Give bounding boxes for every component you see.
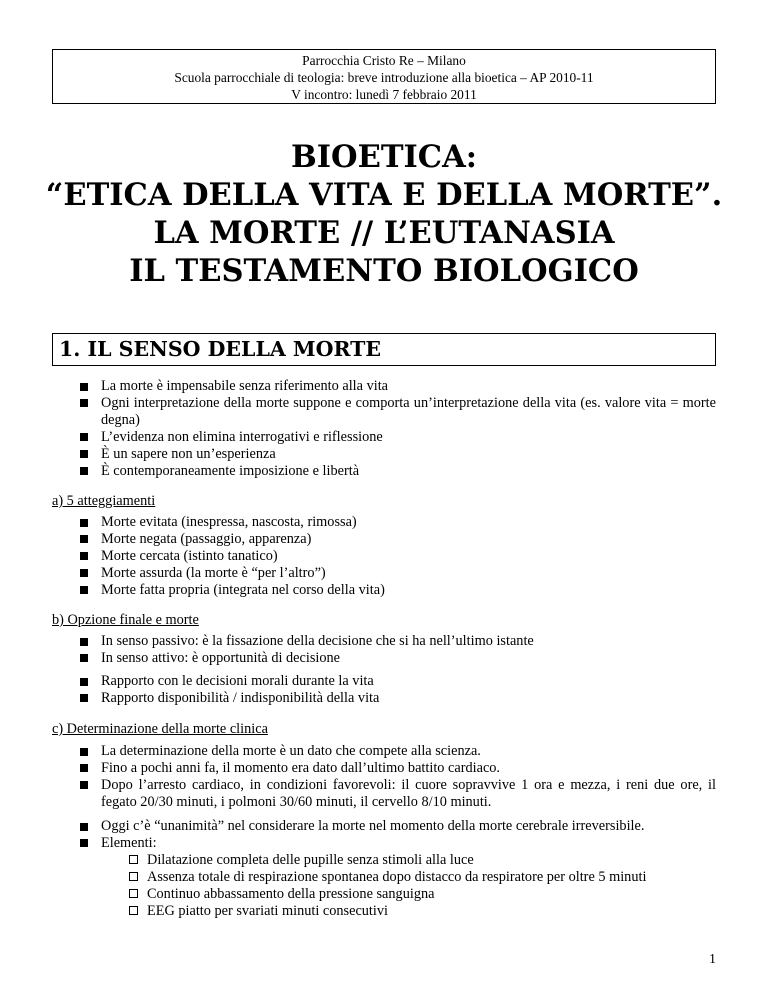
list-item: È un sapere non un’esperienza: [0, 446, 768, 463]
list-item: Morte negata (passaggio, apparenza): [0, 531, 768, 548]
header-line-3: V incontro: lunedì 7 febbraio 2011: [291, 87, 477, 102]
subsection-title-b: b) Opzione finale e morte: [52, 612, 199, 628]
subsection-c-list-1: [0, 743, 768, 811]
list-item: L’evidenza non elimina interrogativi e riflessione: [0, 429, 768, 446]
list-item: Elementi:: [0, 835, 768, 852]
list-item: La morte è impensabile senza riferimento alla vita: [0, 378, 768, 395]
subsection-title-a: a) 5 atteggiamenti: [52, 493, 156, 509]
list-item: Continuo abbassamento della pressione sanguigna: [0, 886, 768, 903]
subsection-b-list-2: [0, 673, 768, 707]
list-item: La determinazione della morte è un dato che compete alla scienza.: [0, 743, 768, 760]
list-item: In senso passivo: è la fissazione della decisione che si ha nell’ultimo istante: [0, 633, 768, 650]
document-header: [52, 49, 716, 104]
elements-checkbox-list: [0, 852, 768, 920]
header-line-2: Scuola parrocchiale di teologia: breve introduzione alla bioetica – AP 2010-11: [174, 70, 594, 85]
subsection-title-c: c) Determinazione della morte clinica: [52, 721, 268, 737]
list-item: In senso attivo: è opportunità di decisione: [0, 650, 768, 667]
list-item: Dilatazione completa delle pupille senza stimoli alla luce: [0, 852, 768, 869]
title-line-4: IL TESTAMENTO BIOLOGICO: [129, 253, 639, 289]
section-heading: 1. IL SENSO DELLA MORTE: [52, 333, 716, 366]
list-item: EEG piatto per svariati minuti consecutivi: [0, 903, 768, 920]
list-item: Morte evitata (inespressa, nascosta, rimossa): [0, 514, 768, 531]
list-item: Morte cercata (istinto tanatico): [0, 548, 768, 565]
list-item: Ogni interpretazione della morte suppone e comporta un’interpretazione della vita (es. valore vita = morte degna): [0, 395, 768, 429]
section1-bullet-list: [0, 378, 768, 479]
title-line-1: BIOETICA:: [290, 139, 478, 175]
page-number: 1: [709, 952, 716, 967]
list-item: Dopo l’arresto cardiaco, in condizioni favorevoli: il cuore sopravvive 1 ora e mezza, i reni due ore, il fegato 20/30 minuti, i polmoni 30/60 minuti, il cervello 8/10 minuti.: [0, 777, 768, 811]
list-item: Oggi c’è “unanimità” nel considerare la morte nel momento della morte cerebrale irreversibile.: [0, 818, 768, 835]
subsection-b-list-1: [0, 633, 768, 667]
subsection-a-list: [0, 514, 768, 599]
title-line-2: “ETICA DELLA VITA E DELLA MORTE”.: [45, 177, 723, 213]
title-line-3: LA MORTE // L’EUTANASIA: [153, 215, 615, 251]
list-item: Rapporto con le decisioni morali durante la vita: [0, 673, 768, 690]
list-item: Morte fatta propria (integrata nel corso della vita): [0, 582, 768, 599]
list-item: Assenza totale di respirazione spontanea dopo distacco da respiratore per oltre 5 minuti: [0, 869, 768, 886]
list-item: Fino a pochi anni fa, il momento era dato dall’ultimo battito cardiaco.: [0, 760, 768, 777]
subsection-c-list-2: [0, 818, 768, 852]
list-item: Rapporto disponibilità / indisponibilità della vita: [0, 690, 768, 707]
page-title: [0, 138, 768, 290]
list-item: È contemporaneamente imposizione e libertà: [0, 463, 768, 480]
header-line-1: Parrocchia Cristo Re – Milano: [302, 53, 466, 68]
list-item: Morte assurda (la morte è “per l’altro”): [0, 565, 768, 582]
